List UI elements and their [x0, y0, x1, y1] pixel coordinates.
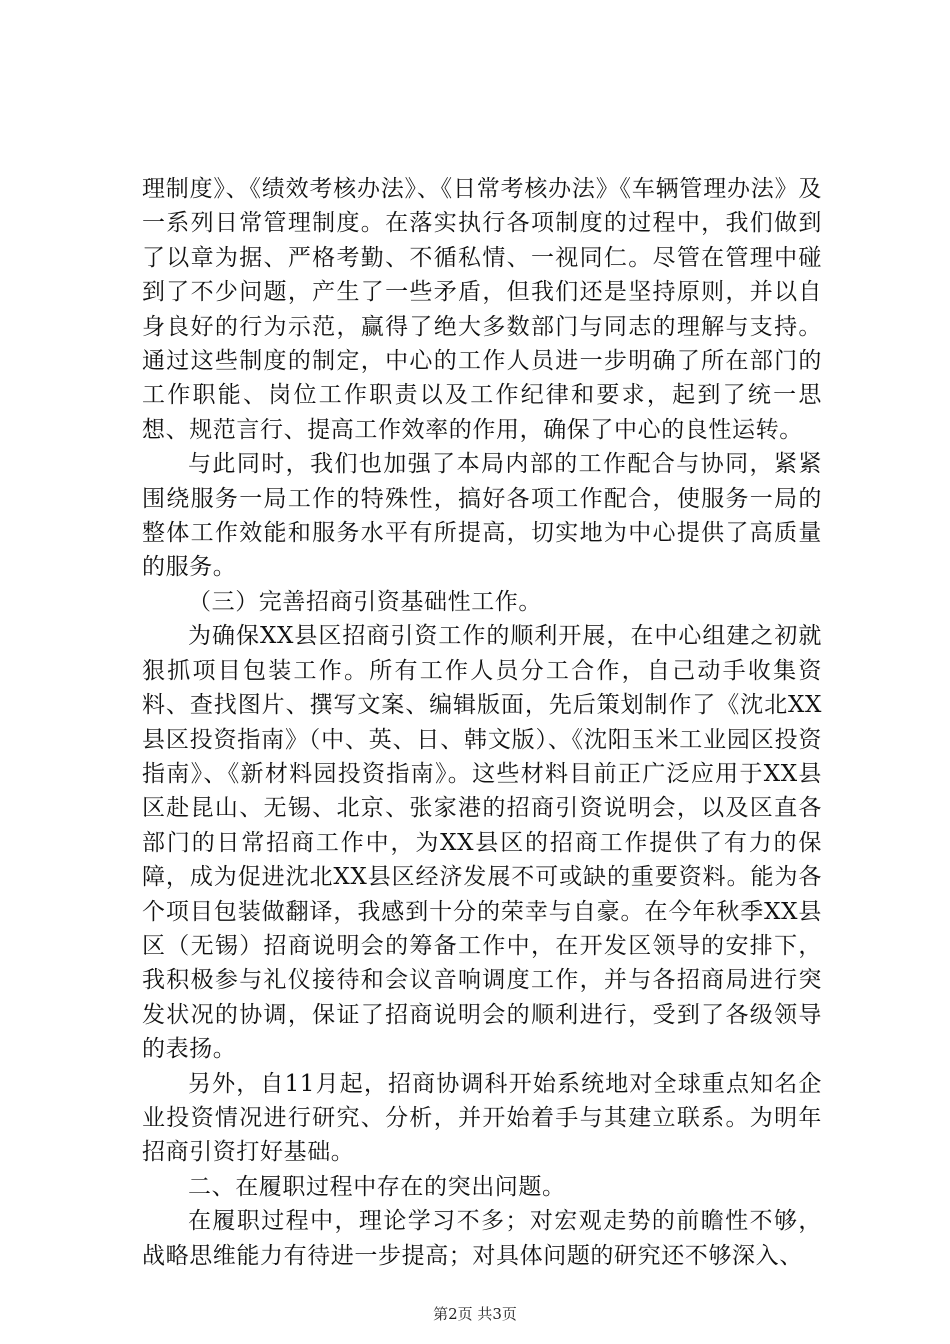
page-footer: 第2页 共3页 — [433, 1305, 517, 1323]
paragraph-7: 在履职过程中，理论学习不多；对宏观走势的前瞻性不够，战略思维能力有待进一步提高；对具体问题的研究还不够深入、 — [142, 1208, 822, 1269]
section-heading-2: 二、在履职过程中存在的突出问题。 — [188, 1173, 566, 1200]
paragraph-1: 理制度》、《绩效考核办法》、《日常考核办法》《车辆管理办法》及一系列日常管理制度。在落实执行各项制度的过程中，我们做到了以章为据、严格考勤、不循私情、一视同仁。尽管在管理中碰到了不少问题，产生了一些矛盾，但我们还是坚持原则，并以自身良好的行为示范，赢得了绝大多数部门与同志的理解与支持。通过这些制度的制定，中心的工作人员进一步明确了所在部门的工作职能、岗位工作职责以及工作纪律和要求，起到了统一思想、规范言行、提高工作效率的作用，确保了中心的良性运转。 — [142, 176, 822, 443]
paragraph-4: 为确保XX县区招商引资工作的顺利开展，在中心组建之初就狠抓项目包装工作。所有工作人员分工合作，自己动手收集资料、查找图片、撰写文案、编辑版面，先后策划制作了《沈北XX县区投资指南》（中、英、日、韩文版）、《沈阳玉米工业园区投资指南》、《新材料园投资指南》。这些材料目前正广泛应用于XX县区赴昆山、无锡、北京、张家港的招商引资说明会，以及区直各部门的日常招商工作中，为XX县区的招商工作提供了有力的保障，成为促进沈北XX县区经济发展不可或缺的重要资料。能为各个项目包装做翻译，我感到十分的荣幸与自豪。在今年秋季XX县区（无锡）招商说明会的筹备工作中，在开发区领导的安排下，我积极参与礼仪接待和会议音响调度工作，并与各招商局进行突发状况的协调，保证了招商说明会的顺利进行，受到了各级领导的表扬。 — [142, 623, 822, 1063]
document-body — [142, 172, 822, 1273]
section-heading-3: （三）完善招商引资基础性工作。 — [188, 588, 542, 615]
paragraph-5: 另外，自11月起，招商协调科开始系统地对全球重点知名企业投资情况进行研究、分析，并开始着手与其建立联系。为明年招商引资打好基础。 — [142, 1070, 822, 1166]
paragraph-2: 与此同时，我们也加强了本局内部的工作配合与协同，紧紧围绕服务一局工作的特殊性，搞好各项工作配合，使服务一局的整体工作效能和服务水平有所提高，切实地为中心提供了高质量的服务。 — [142, 451, 822, 581]
